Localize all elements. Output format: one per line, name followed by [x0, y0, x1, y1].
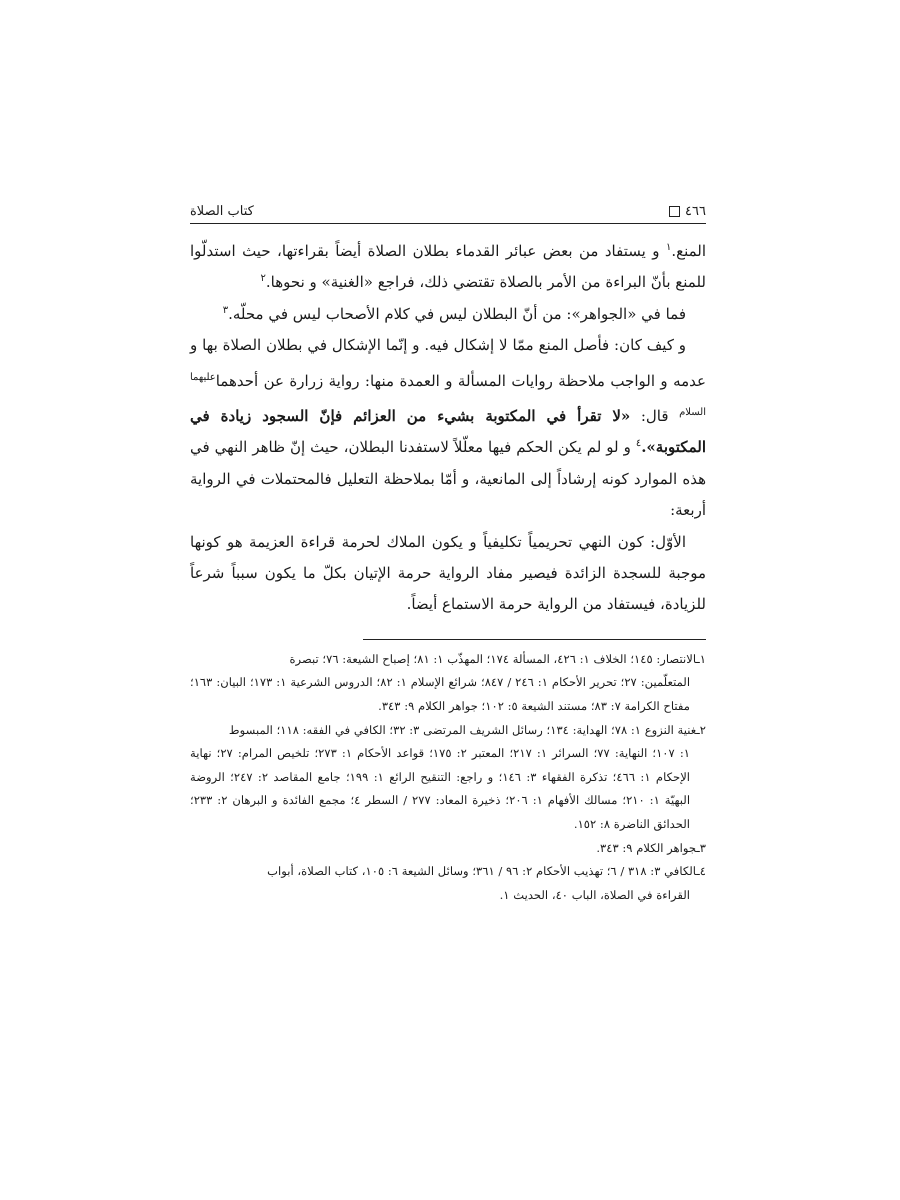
footnote-ref-1: ١ — [665, 242, 672, 253]
footnote-mark: ٤ـ — [696, 864, 706, 879]
footnote-ref-2: ٢ — [260, 273, 266, 285]
footnote-ref-4: ٤ — [635, 438, 642, 450]
footnote-2: ٢ـغنية النزوع ١: ٧٨؛ الهداية: ١٣٤؛ رسائل الشريف المرتضى ٣: ٣٢؛ الكافي في الفقه: ١١٨؛ المبسوط ١: ١٠٧؛ النهاية: ٧٧؛ السرائر ١: ٢١٧؛ المعتبر ٢: ١٧٥؛ قواعد الأحكام ١: ٢٧٣؛ تلخيص المرام: ٢٧؛ نهاية الإحكام ١: ٤٦٦؛ تذكرة الفقهاء ٣: ١٤٦؛ و راجع: التنقيح الرائع ١: ١٩٩؛ جامع المقاصد ٢: ٢٤٧؛ الروضة البهيّة ١: ٢١٠؛ مسالك الأفهام ١: ٢٠٦؛ ذخيرة المعاد: ٢٧٧ / السطر ٤؛ مجمع الفائدة و البرهان ٢: ٢٣٣؛ الحدائق الناضرة ٨: ١٥٢. — [190, 722, 706, 832]
book-title: كتاب الصلاة — [190, 204, 254, 219]
footnote-mark: ٢ـ — [696, 722, 706, 737]
footnote-mark: ١ـ — [696, 651, 706, 666]
page-number-group — [669, 204, 706, 219]
footnotes — [190, 648, 706, 908]
footnote-ref-3: ٣ — [222, 304, 229, 316]
footnote-3: ٣ـجواهر الكلام ٩: ٣٤٣. — [596, 840, 706, 855]
hadith-quote: «لا تقرأ في المكتوبة بشيء من العزائم فإنّ السجود زيادة في المكتوبة». — [190, 407, 706, 457]
main-text — [190, 236, 706, 621]
footnote-1: ١ـالانتصار: ١٤٥؛ الخلاف ١: ٤٢٦، المسألة ١٧٤؛ المهذّب ١: ٨١؛ إصباح الشيعة: ٧٦؛ تبصرة المتعلّمين: ٢٧؛ تحرير الأحكام ١: ٢٤٦ / ٨٤٧؛ شرائع الإسلام ١: ٨٢؛ الدروس الشرعية ١: ١٧٣؛ البيان: ١٦٣؛ مفتاح الكرامة ٧: ٨٣؛ مستند الشيعة ٥: ١٠٢؛ جواهر الكلام ٩: ٣٤٣. — [190, 651, 706, 714]
book-page — [190, 195, 706, 907]
paragraph-3: و كيف كان: فأصل المنع ممّا لا إشكال فيه. و إنّما الإشكال في بطلان الصلاة بها و عدمه و الواجب ملاحظة روايات المسألة و العمدة منها: رواية زرارة عن أحدهما$^{عليهما السلام}$ قال: «لا تقرأ في المكتوبة بشيء من العزائم فإنّ السجود زيادة في المكتوبة».$^٤$ و لو لم يكن الحكم فيها معلّلاً لاستفدنا البطلان، حيث إنّ ظاهر النهي في هذه الموارد كونه إرشاداً إلى المانعية، و أمّا بملاحظة التعليل فالمحتملات في الرواية أربعة: — [190, 336, 706, 520]
footnote-divider — [363, 639, 706, 640]
square-box-icon — [669, 206, 680, 217]
running-header — [190, 195, 706, 224]
footnote-mark: ٣ـ — [696, 840, 706, 855]
honorific-ligature: عليهما السلام — [190, 371, 706, 419]
page-number: ٤٦٦ — [685, 204, 706, 219]
footnote-4: ٤ـالكافي ٣: ٣١٨ / ٦؛ تهذيب الأحكام ٢: ٩٦ / ٣٦١؛ وسائل الشيعة ٦: ١٠٥، كتاب الصلاة، أبواب القراءة في الصلاة، الباب ٤٠، الحديث ١. — [267, 864, 706, 902]
paragraph-4: الأوّل: كون النهي تحريمياً تكليفياً و يكون الملاك لحرمة قراءة العزيمة هو كونها موجبة للسجدة الزائدة فيصير مفاد الرواية حرمة الإتيان بكلّ ما يكون سبباً شرعاً للزيادة، فيستفاد من الرواية حرمة الاستماع أيضاً. — [190, 532, 706, 614]
paragraph-2: فما في «الجواهر»: من أنّ البطلان ليس في كلام الأصحاب ليس في محلّه.$^٣$ — [222, 304, 686, 323]
paragraph-1: المنع.$^١$ و يستفاد من بعض عبائر القدماء بطلان الصلاة أيضاً بقراءتها، حيث استدلّوا للمنع بأنّ البراءة من الأمر بالصلاة تقتضي ذلك، فراجع «الغنية» و نحوها.$^٢$ — [190, 242, 706, 292]
